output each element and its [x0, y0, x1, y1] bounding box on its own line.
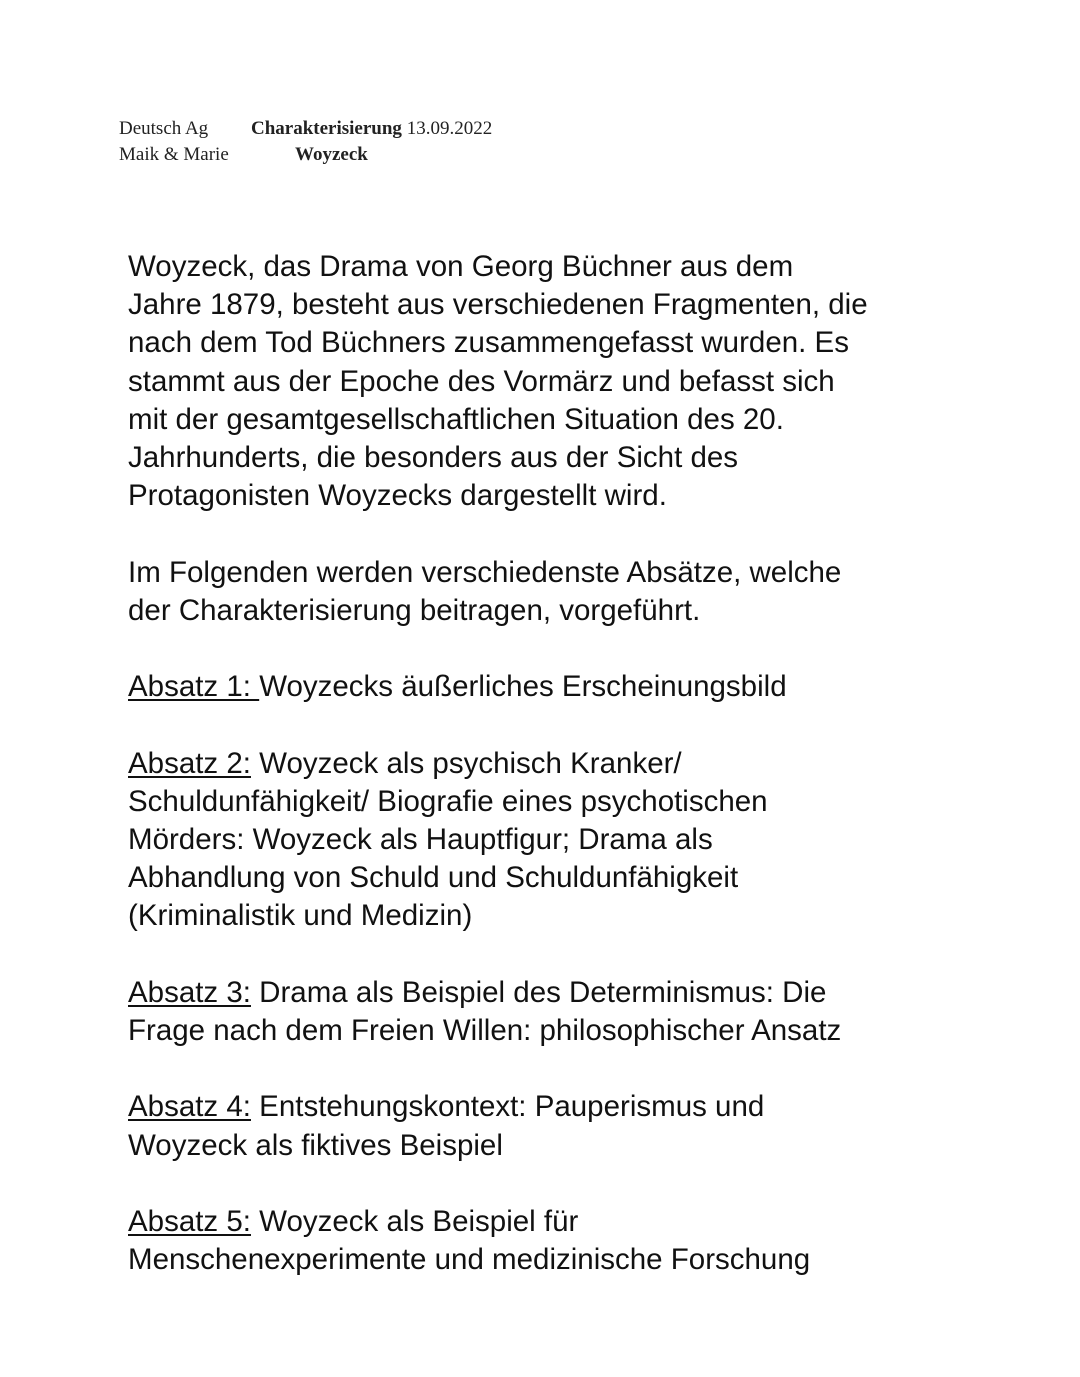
section-line: Woyzeck als fiktives Beispiel [128, 1128, 503, 1162]
document-date: 13.09.2022 [406, 118, 493, 139]
paragraph-gap [128, 706, 1028, 744]
section-label: Absatz 5: [128, 1204, 251, 1238]
intro-line: mit der gesamtgesellschaftlichen Situation des 20. [128, 402, 784, 436]
intro-line: Jahre 1879, besteht aus verschiedenen Fragmenten, die [128, 288, 868, 322]
section-line: Woyzeck als psychisch Kranker/ [250, 746, 682, 780]
section-label: Absatz 4: [128, 1090, 251, 1124]
section-line: Menschenexperimente und medizinische Forschung [128, 1243, 811, 1277]
paragraph-gap [128, 630, 1028, 668]
intro-line: Protagonisten Woyzecks dargestellt wird. [128, 479, 667, 513]
overview-line: Im Folgenden werden verschiedenste Absätze, welche [128, 555, 842, 589]
section-label: Absatz 1: [128, 670, 260, 704]
section-line: (Kriminalistik und Medizin) [128, 899, 473, 933]
paragraph-gap [128, 936, 1028, 974]
paragraph-gap [128, 515, 1028, 553]
author-names: Maik & Marie [119, 144, 229, 165]
header-row-2 [119, 142, 492, 168]
intro-line: Woyzeck, das Drama von Georg Büchner aus dem [128, 250, 794, 283]
section-line: Woyzecks äußerliches Erscheinungsbild [259, 670, 787, 704]
document-topic: Woyzeck [295, 144, 368, 165]
section-line: Frage nach dem Freien Willen: philosophischer Ansatz [128, 1014, 842, 1047]
section-absatz-4 [128, 1088, 1028, 1164]
section-line: Mörders: Woyzeck als Hauptfigur; Drama als [128, 823, 713, 856]
overview-line: der Charakterisierung beitragen, vorgeführt. [128, 593, 701, 627]
section-label: Absatz 3: [128, 975, 251, 1009]
section-absatz-1 [128, 668, 1028, 706]
section-line: Schuldunfähigkeit/ Biografie eines psychotischen [128, 784, 768, 818]
overview-paragraph [128, 554, 1028, 630]
section-line: Woyzeck als Beispiel für [250, 1204, 579, 1238]
intro-line: Jahrhunderts, die besonders aus der Sicht des [128, 441, 739, 475]
section-label: Absatz 2: [128, 746, 251, 780]
document-title: Charakterisierung 13.09.2022 [251, 118, 493, 139]
section-line: Abhandlung von Schuld und Schuldunfähigkeit [128, 861, 739, 895]
section-line: Entstehungskontext: Pauperismus und [250, 1090, 765, 1124]
paragraph-gap [128, 1050, 1028, 1088]
section-absatz-2 [128, 745, 1028, 936]
intro-line: nach dem Tod Büchners zusammengefasst wurden. Es [128, 326, 849, 360]
document-body [128, 248, 1028, 1279]
header-row-1 [119, 116, 492, 142]
section-absatz-3 [128, 974, 1028, 1050]
intro-paragraph [128, 248, 1028, 515]
course-name: Deutsch Ag [119, 118, 209, 139]
document-header [119, 116, 492, 168]
intro-line: stammt aus der Epoche des Vormärz und befasst sich [128, 364, 835, 398]
paragraph-gap [128, 1165, 1028, 1203]
section-line: Drama als Beispiel des Determinismus: Die [250, 975, 827, 1009]
section-absatz-5 [128, 1203, 1028, 1279]
